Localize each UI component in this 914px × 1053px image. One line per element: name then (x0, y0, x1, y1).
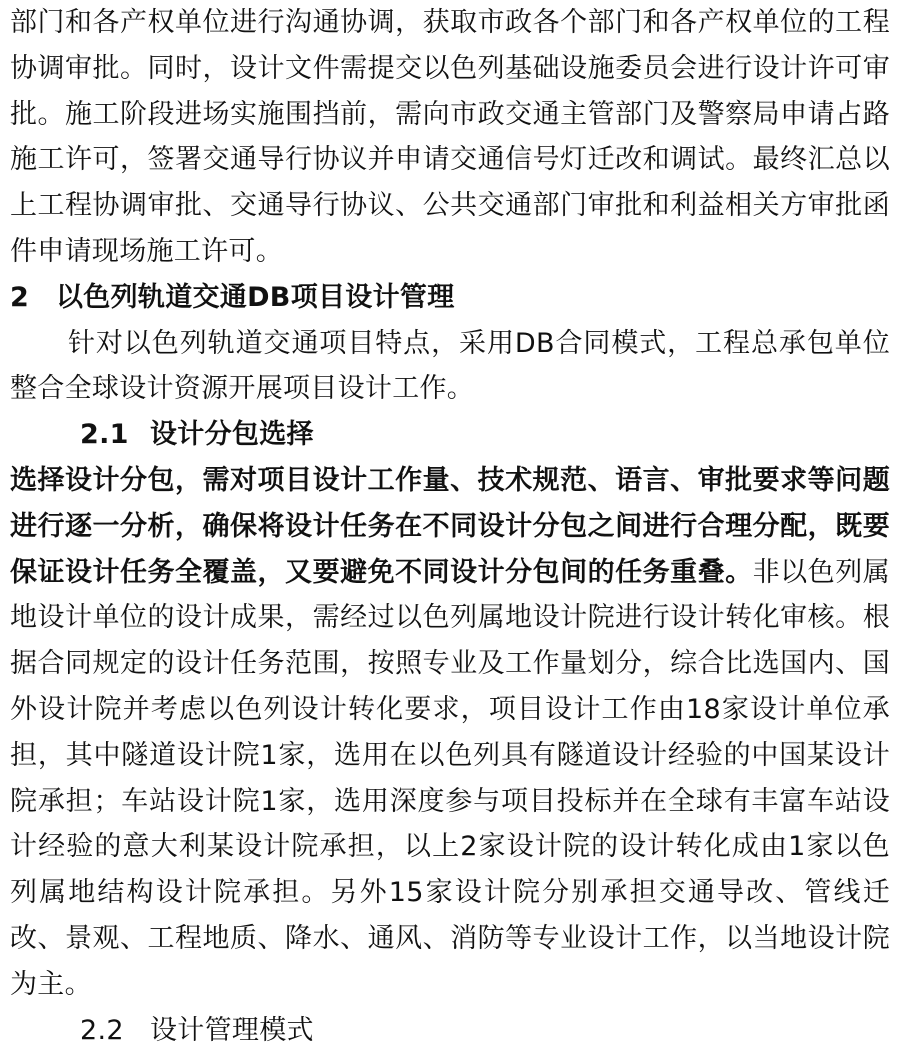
document-body (10, 0, 890, 1053)
paragraph: 部门和各产权单位进行沟通协调，获取市政各个部门和各产权单位的工程协调审批。同时，设计文件需提交以色列基础设施委员会进行设计许可审批。施工阶段进场实施围挡前，需向市政交通主管部门及警察局申请占路施工许可，签署交通导行协议并申请交通信号灯迁改和调试。最终汇总以上工程协调审批、交通导行协议、公共交通部门审批和利益相关方审批函件申请现场施工许可。 (10, 7, 890, 267)
subsection-title: 设计管理模式 (150, 1014, 314, 1046)
section-number: 2 (10, 281, 30, 313)
body-text: 非以色列属地设计单位的设计成果，需经过以色列属地设计院进行设计转化审核。根据合同规定的设计任务范围，按照专业及工作量划分，综合比选国内、国外设计院并考虑以色列设计转化要求，项目设计工作由18家设计单位承担，其中隧道设计院1家，选用在以色列具有隧道设计经验的中国某设计院承担；车站设计院1家，选用深度参与项目投标并在全球有丰富车站设计经验的意大利某设计院承担，以上2家设计院的设计转化成由1家以色列属地结构设计院承担。另外15家设计院分别承担交通导改、管线迁改、景观、工程地质、降水、通风、消防等专业设计工作，以当地设计院为主。 (10, 556, 890, 1000)
subsection-heading (10, 412, 890, 458)
subsection-title: 设计分包选择 (150, 419, 314, 451)
subsection-number: 2.1 (80, 419, 129, 451)
paragraph (10, 458, 890, 1008)
subsection-heading (10, 1008, 890, 1053)
paragraph: 针对以色列轨道交通项目特点，采用DB合同模式，工程总承包单位整合全球设计资源开展项目设计工作。 (10, 327, 890, 405)
section-title: 以色列轨道交通DB项目设计管理 (56, 281, 455, 313)
emphasized-text: 选择设计分包，需对项目设计工作量、技术规范、语言、审批要求等问题进行逐一分析，确保将设计任务在不同设计分包之间进行合理分配，既要保证设计任务全覆盖，又要避免不同设计分包间的任务重叠。 (10, 464, 890, 588)
subsection-number: 2.2 (80, 1014, 124, 1046)
section-heading (10, 275, 890, 321)
